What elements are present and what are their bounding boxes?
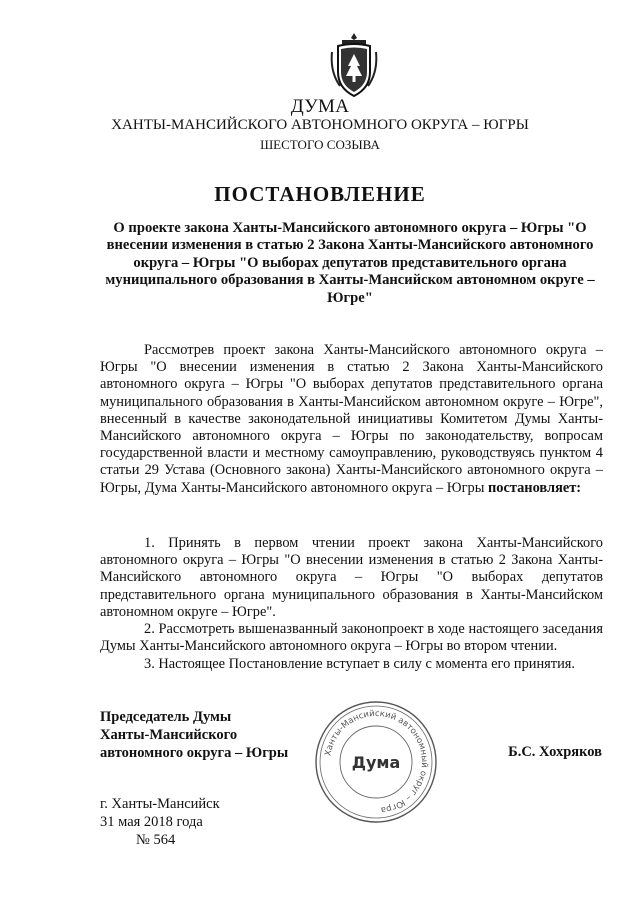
convocation: ШЕСТОГО СОЗЫВА <box>260 137 380 152</box>
official-stamp <box>312 698 440 826</box>
preamble-text: Рассмотрев проект закона Ханты-Мансийского автономного округа – Югры "О внесении изменения в статью 2 Закона Ханты-Мансийского автономного округа – Югры "О выборах депутатов представительного органа муниципального образования в Ханты-Мансийском автономном округе – Югре", внесенный в качестве законодательной инициативы Комитетом Думы Ханты-Мансийского автономного округа – Югры по законодательству, вопросам государственной власти и местному самоуправлению, руководствуясь пунктом 4 статьи 29 Устава (Основного закона) Ханты-Мансийского автономного округа – Югры, Дума Ханты-Мансийского автономного округа – Югры <box>100 342 603 496</box>
chair-title-line: автономного округа – Югры <box>100 745 289 761</box>
document-subject: О проекте закона Ханты-Мансийского автономного округа – Югры "О внесении изменения в статью 2 Закона Ханты-Мансийского автономного округа – Югры "О выборах депутатов представительного органа муниципального образования в Ханты-Мансийском автономном округе – Югре" <box>105 220 595 306</box>
item-1-paragraph: 1. Принять в первом чтении проект закона Ханты-Мансийского автономного округа – Югры "О внесении изменения в статью 2 Закона Ханты-Мансийского автономного округа – Югры "О выборах депутатов представительного органа муниципального образования в Ханты-Мансийском автономном округе – Югре". <box>100 535 603 620</box>
document-number: № 564 <box>136 832 176 848</box>
document-title: ПОСТАНОВЛЕНИЕ <box>214 182 426 206</box>
signer-name: Б.С. Хохряков <box>508 744 602 760</box>
chair-title-line: Ханты-Мансийского <box>100 727 238 743</box>
stamp-center-text: Дума <box>351 753 401 772</box>
item-3-paragraph: 3. Настоящее Постановление вступает в силу с момента его принятия. <box>144 656 576 672</box>
place: г. Ханты-Мансийск <box>100 796 220 812</box>
chair-title <box>100 708 288 762</box>
coat-of-arms-emblem <box>330 32 378 98</box>
chair-title-line: Председатель Думы <box>100 709 232 725</box>
date: 31 мая 2018 года <box>100 814 203 830</box>
resolves-word: постановляет: <box>487 479 582 496</box>
item-2-paragraph: 2. Рассмотреть вышеназванный законопроект в ходе настоящего заседания Думы Ханты-Мансийского автономного округа – Югры во втором чтении. <box>100 621 603 655</box>
stamp-ring-text: Ханты-Мансийский автономный округ – Югра <box>323 708 430 815</box>
region-name: ХАНТЫ-МАНСИЙСКОГО АВТОНОМНОГО ОКРУГА – ЮГРЫ <box>111 117 529 133</box>
preamble-paragraph <box>100 342 603 497</box>
org-name: ДУМА <box>290 96 350 117</box>
